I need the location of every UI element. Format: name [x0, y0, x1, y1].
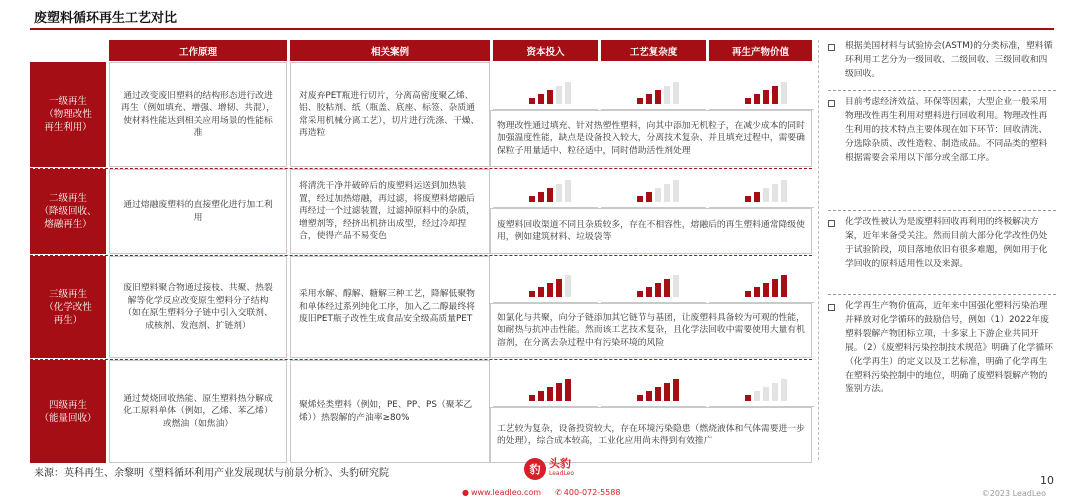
bar-empty — [763, 188, 769, 202]
header-value: 再生产物价值 — [709, 40, 812, 61]
row-label: 三级再生 （化学改性 再生） — [30, 256, 106, 358]
header-principle: 工作原理 — [109, 40, 287, 61]
bar-filled — [565, 379, 571, 401]
bar-filled — [664, 279, 670, 297]
bar-filled — [664, 383, 670, 401]
bullet-text: 化学再生产物价值高，近年来中国强化塑料污染治理并释放对化学循环的鼓励信号，例如（1）2022年废塑料裂解产物团标立项，十多家上下游企业共同开展。（2）《废塑料污染控制技术规范》明确了化学循环（化学再生）的定义以及工艺标准，明确了化学再生在塑料污染控制中的地位，明确了废塑料裂解产物的鉴别方法。 — [845, 301, 1053, 395]
capital-bars — [493, 256, 598, 303]
table-row — [30, 360, 812, 463]
cases-cell — [290, 360, 490, 463]
note-cell — [490, 208, 812, 254]
logo-cn: 头豹 — [549, 457, 571, 470]
bar-empty — [763, 387, 769, 401]
bar-filled — [529, 291, 535, 297]
bar-filled — [655, 387, 661, 401]
table-row — [30, 256, 812, 358]
bar-filled — [745, 395, 751, 401]
bullet-text: 目前考虑经济效益、环保等因素，大型企业一般采用物理改性再生利用对塑料进行回收利用。物理改性再生利用的技术特点主要体现在如下环节：回收清洗、分选除杂质、改性造粒、制造成品。不同品类的塑料根据需要会采用以下部分或全部工序。 — [845, 97, 1048, 163]
complexity-bars — [601, 256, 706, 303]
bullet-text: 根据美国材料与试验协会(ASTM)的分类标准，塑料循环利用工艺分为一级回收、二级回收、三级回收和四级回收。 — [845, 41, 1053, 79]
principle-cell — [109, 360, 287, 463]
complexity-bars — [601, 360, 706, 407]
bar-filled — [655, 283, 661, 297]
bar-empty — [664, 184, 670, 202]
row-label: 二级再生 （降级回收、 熔融再生） — [30, 169, 106, 254]
bar-empty — [673, 275, 679, 297]
row-label: 四级再生 （能量回收） — [30, 360, 106, 463]
bullet-separator — [828, 294, 1056, 295]
bar-filled — [781, 275, 787, 297]
phone-number: 400-072-5588 — [563, 488, 621, 497]
bullet-separator — [828, 210, 1056, 211]
principle-text: 废旧塑料聚合物通过接枝、共聚、热裂解等化学反应改变原生塑料分子结构（如在原生塑料分子链中引入交联剂、成核剂、发泡剂、扩链剂） — [123, 283, 273, 331]
complexity-bars — [601, 169, 706, 208]
bar-filled — [772, 279, 778, 297]
bar-filled — [646, 94, 652, 104]
bar-empty — [754, 391, 760, 401]
bar-filled — [772, 86, 778, 104]
bar-empty — [772, 184, 778, 202]
bar-filled — [754, 192, 760, 202]
leopard-icon: 豹 — [524, 458, 546, 480]
principle-cell — [109, 256, 287, 358]
value-bars — [709, 169, 814, 208]
bar-empty — [781, 82, 787, 104]
bar-empty — [772, 383, 778, 401]
bar-filled — [547, 188, 553, 202]
bar-filled — [763, 90, 769, 104]
bar-empty — [565, 82, 571, 104]
copyright: ©2023 LeadLeo — [981, 489, 1046, 498]
bar-filled — [538, 192, 544, 202]
bar-empty — [565, 275, 571, 297]
bullet-item — [828, 40, 1056, 82]
bar-empty — [673, 82, 679, 104]
table-row — [30, 169, 812, 254]
capital-bars — [493, 360, 598, 407]
bar-filled — [637, 196, 643, 202]
bar-filled — [646, 391, 652, 401]
header-complexity: 工艺复杂度 — [601, 40, 706, 61]
bullet-item — [828, 300, 1056, 397]
bar-empty — [781, 180, 787, 202]
header-capital: 资本投入 — [493, 40, 598, 61]
bar-filled — [556, 383, 562, 401]
square-bullet-icon — [828, 304, 835, 311]
bullet-item — [828, 96, 1056, 166]
bar-filled — [637, 98, 643, 104]
square-bullet-icon — [828, 44, 835, 51]
bar-filled — [637, 291, 643, 297]
capital-bars — [493, 169, 598, 208]
bar-empty — [655, 188, 661, 202]
bar-filled — [529, 395, 535, 401]
source-note: 来源：英科再生、余黎明《塑料循环利用产业发展现状与前景分析》、头豹研究院 — [34, 468, 389, 479]
bar-filled — [529, 196, 535, 202]
bar-filled — [538, 94, 544, 104]
bullet-item — [828, 216, 1056, 272]
bar-filled — [547, 387, 553, 401]
capital-bars — [493, 62, 598, 110]
table-row — [30, 62, 812, 167]
principle-cell — [109, 62, 287, 167]
contacts — [462, 488, 620, 497]
cases-cell — [290, 256, 490, 358]
bar-filled — [655, 90, 661, 104]
bar-empty — [565, 180, 571, 202]
value-bars — [709, 62, 814, 110]
value-bars — [709, 360, 814, 407]
bar-empty — [556, 86, 562, 104]
bar-filled — [538, 287, 544, 297]
header-cases: 相关案例 — [290, 40, 490, 61]
bar-empty — [664, 86, 670, 104]
cases-text: 将清洗干净并破碎后的废塑料运送到加热装置，经过加热熔融，再过滤，将废塑料熔融后再经过一个过滤装置，过滤掉原料中的杂质，增塑剂等，经挤出机挤出成型，经过冷却捏合，使得产品不易变色 — [299, 181, 475, 242]
bullet-separator — [828, 90, 1056, 91]
principle-text: 通过改变废旧塑料的结构形态进行改进再生（例如填充、增强、增韧、共混），使材料性能达到相关应用场景的性能标准 — [121, 90, 275, 138]
value-bars — [709, 256, 814, 303]
note-cell — [490, 110, 812, 167]
bar-filled — [754, 94, 760, 104]
principle-text: 通过焚烧回收热能、原生塑料热分解成化工原料单体（例如，乙烯、苯乙烯）或燃油（如焦油） — [123, 393, 273, 429]
column-divider — [818, 40, 819, 460]
logo-en: LeadLeo — [549, 470, 575, 477]
principle-cell — [109, 169, 287, 254]
cases-text: 对废弃PET瓶进行切片，分离高密度聚乙烯、铝、胶粘剂、纸（瓶盖、底座、标签、杂质通常采用机械分离工艺），切片进行洗涤、干燥、再造粒 — [299, 90, 480, 138]
bar-filled — [547, 90, 553, 104]
note-cell — [490, 407, 812, 463]
page-title: 废塑料循环再生工艺对比 — [34, 11, 178, 26]
note-text: 物理改性通过填充、针对热塑性塑料，向其中添加无机粒子，在减少成本的同时加强温度性能，缺点是设备投入较大，分离技术复杂、并且填充过程中，需要确保粒子用量适中、粒径适中，同时借助活性剂处理 — [497, 120, 805, 156]
bar-filled — [556, 279, 562, 297]
square-bullet-icon — [828, 220, 835, 227]
page-number: 10 — [1040, 474, 1054, 487]
note-cell — [490, 303, 812, 358]
bar-filled — [547, 283, 553, 297]
bar-filled — [538, 391, 544, 401]
bar-filled — [754, 287, 760, 297]
note-text: 工艺较为复杂，设备投资较大，存在环境污染隐患（燃烧液体和气体需要进一步的处理），综合成本较高，工业化应用尚未得到有效推广 — [497, 423, 805, 446]
cases-text: 采用水解、醇解、糖解三种工艺，降解低聚物和单体经过系列纯化工序，加入乙二醇最终将废旧PET瓶子改性生成食品安全级高质量PET — [299, 289, 475, 325]
title-rule — [30, 28, 1054, 30]
square-bullet-icon — [828, 100, 835, 107]
phone-icon: ✆ — [555, 488, 562, 497]
bar-filled — [745, 291, 751, 297]
principle-text: 通过熔融废塑料的直接塑化进行加工利用 — [123, 200, 273, 223]
complexity-bars — [601, 62, 706, 110]
bar-empty — [673, 180, 679, 202]
bar-filled — [529, 98, 535, 104]
bullet-text: 化学改性被认为是废塑料回收再利用的终极解决方案，近年来备受关注。然而目前大部分化学改性仍处于试验阶段，项目落地依旧有很多难题，例如用于化学回收的原料适用性以及来源。 — [845, 217, 1048, 269]
bar-empty — [781, 379, 787, 401]
cases-cell — [290, 169, 490, 254]
row-label: 一级再生 （物理改性 再生利用） — [30, 62, 106, 167]
bar-filled — [745, 98, 751, 104]
leadleo-logo — [524, 458, 574, 480]
bar-filled — [673, 379, 679, 401]
globe-icon: ● — [462, 488, 469, 497]
bar-filled — [637, 395, 643, 401]
bar-filled — [745, 196, 751, 202]
cases-cell — [290, 62, 490, 167]
note-text: 如氯化与共聚，向分子链添加其它链节与基团，让废塑料具备较为可观的性能，如耐热与抗冲击性能。然而该工艺技术复杂，且化学法回收中需要使用大量有机溶剂，在分离去杂过程中有污染环境的风险 — [497, 312, 805, 348]
bar-filled — [646, 287, 652, 297]
bar-filled — [763, 283, 769, 297]
website-link[interactable]: www.leadleo.com — [470, 488, 542, 497]
cases-text: 聚烯烃类塑料（例如，PE、PP、PS（聚苯乙烯））热裂解的产油率≥80% — [299, 400, 473, 423]
note-text: 废塑料回收渠道不同且杂质较多，存在不相容性，熔融后的再生塑料通常降级使用，例如建筑材料、垃圾袋等 — [497, 219, 805, 242]
bar-filled — [646, 192, 652, 202]
bar-empty — [556, 184, 562, 202]
